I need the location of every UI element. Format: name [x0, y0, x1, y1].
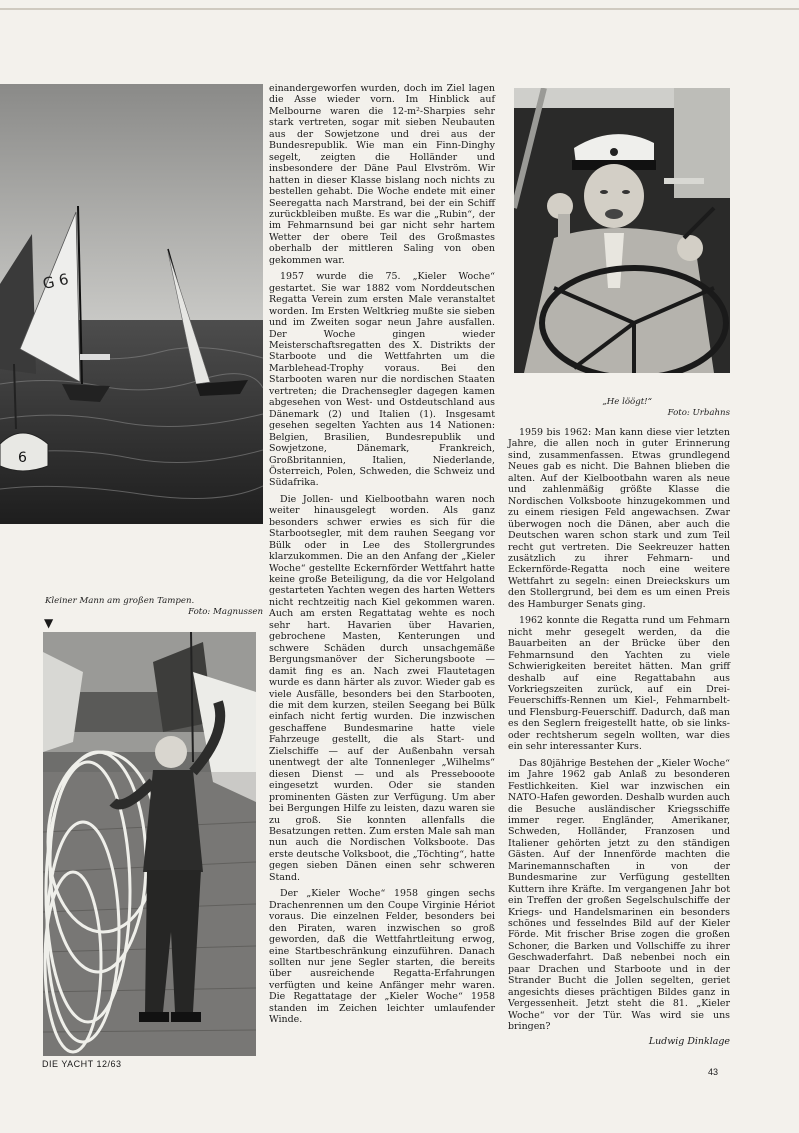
photo-caption-left: [45, 596, 263, 618]
paragraph: 1957 wurde die 75. „Kieler Woche“ gestartet. Sie war 1882 vom Norddeutschen Regatta Verein zum ersten Male veranstaltet worden. Im Ersten Weltkrieg mußte sie sieben und im Zweiten sogar neun Jahre ausfallen. Der Woche gingen wieder Meisterschaftsregatten des X. Distrikts der Starboote und die Wettfahrten um die Marblehead-Trophy voraus. Bei den Starbooten waren nur die nordischen Staaten vertreten; die Drachensegler dagegen kamen abgesehen von West- und Ostdeutschland aus Dänemark (2) und Italien (1). Insgesamt gesehen segelten Yachten aus 14 Nationen: Belgien, Brasilien, Bundesrepublik und Sowjetzone, Dänemark, Frankreich, Großbritannien, Italien, Niederlande, Österreich, Polen, Schweden, die Schweiz und Südafrika.: [269, 271, 495, 489]
down-arrow-icon: ▼: [44, 616, 54, 630]
paragraph: Das 80jährige Bestehen der „Kieler Woche“ im Jahre 1962 gab Anlaß zu besonderen Festlichkeiten. Kiel war inzwischen ein NATO-Hafen geworden. Deshalb wurden auch die Besuche ausländischer Kriegsschiffe immer reger. Engländer, Amerikaner, Schweden, Holländer, Franzosen und Italiener gehörten jetzt zu den ständigen Gästen. Auf der Innenförde machten die Marinemannschaften in von der Bundesmarine zur Verfügung gestellten Kuttern ihre Kräfte. Im vergangenen Jahr bot ein Treffen der großen Segelschulschiffe der Kriegs- und Handelsmarinen ein besonders schönes und fesselndes Bild auf der Kieler Förde. Mit frischer Brise zogen die großen Schoner, die Barken und Vollschiffe zu ihrer Geschwaderfahrt. Daß nebenbei noch ein paar Drachen und Starboote und in der Strander Bucht die Jollen segelten, geriet angesichts dieses prächtigen Bildes ganz in Vergessenheit. Jetzt steht die 81. „Kieler Woche“ vor der Tür. Was wird sie uns bringen?: [508, 757, 730, 1033]
paragraph: 1962 konnte die Regatta rund um Fehmarn nicht mehr gesegelt werden, da die Bauarbeiten an der Brücke über den Fehmarnsund den Yachten zu viele Schwierigkeiten bereitet hätten. Man griff deshalb auf eine Regattabahn aus Vorkriegszeiten zurück, auf ein Drei-Feuerschiffs-Rennen um Kiel-, Fehmarnbelt- und Flensburg-Feuerschiff. Dadurch, daß man es den Seglern freigestellt hatte, ob sie links- oder rechtsherum segeln wollten, war dies ein sehr interessanter Kurs.: [508, 615, 730, 753]
top-rule: [0, 8, 799, 10]
photo-credit-right: Foto: Urbahns: [667, 408, 730, 418]
sail-number-main: G 6: [41, 269, 71, 293]
sailing-dinghies-photo: [0, 84, 263, 524]
buoy-number: 6: [18, 450, 27, 466]
article-column-right: [508, 427, 730, 1052]
paragraph: Der „Kieler Woche“ 1958 gingen sechs Drachenrennen um den Coupe Virginie Hériot voraus. Die einzelnen Felder, besonders bei den Piraten, waren inzwischen so groß geworden, daß die Wettfahrtleitung erwog, eine Startbeschränkung einzuführen. Danach sollten nur jene Segler starten, die bereits über ausreichende Regatta-Erfahrungen verfügten und keine Anfänger mehr waren. Die Regattatage der „Kieler Woche“ 1958 standen im Zeichen leichter umlaufender Winde.: [269, 888, 495, 1026]
article-column-middle: [269, 83, 495, 1031]
caption-text: Kleiner Mann am großen Tampen.: [45, 596, 195, 606]
paragraph: 1959 bis 1962: Man kann diese vier letzten Jahre, die allen noch in guter Erinnerung sind, zusammenfassen. Etwas grundlegend Neues gab es nicht. Die Bahnen blieben die alten. Auf der Kielbootbahn waren als neue und zahlenmäßig größte Klasse die Nordischen Volksboote hinzugekommen und zu einem riesigen Feld angewachsen. Zwar überwogen noch die Dänen, aber auch die Deutschen waren schon stark und zum Teil recht gut vertreten. Die Seekreuzer hatten zusätzlich zu ihrer Fehmarn- und Eckernförde-Regatta noch eine weitere Wettfahrt zu segeln: einen Dreieckskurs um den Stollergrund, bei dem es um einen Preis des Hamburger Senats ging.: [508, 427, 730, 610]
boy-with-ropes-photo: [43, 632, 256, 1056]
captain-at-wheel-photo: [514, 88, 730, 373]
page-number: 43: [708, 1067, 719, 1077]
author-signature: Ludwig Dinklage: [648, 1035, 730, 1047]
photo-credit: Foto: Magnussen: [188, 607, 263, 617]
magazine-issue: DIE YACHT 12/63: [42, 1059, 122, 1069]
paragraph: Die Jollen- und Kielbootbahn waren noch weiter hinausgelegt worden. Als ganz besonders schwer erwies es sich für die Starbootsegler, mit dem rauhen Seegang vor Bülk oder in Lee des Stollergrundes klarzukommen. Die an den Anfang der „Kieler Woche“ gestellte Eckernförder Wettfahrt hatte keine große Beteiligung, da die vor Helgoland gestarteten Yachten wegen des harten Wetters nicht rechtzeitig nach Kiel gekommen waren. Auch am ersten Regattatag wehte es noch sehr hart. Havarien über Havarien, gebrochene Masten, Kenterungen und schwere Schäden durch unsachgemäße Bergungsmanöver der Sicherungsboote — damit fing es an. Nach zwei Flautetagen wurde es dann härter als zuvor. Wieder gab es viele Ausfälle, besonders bei den Starbooten, die mit dem kurzen, steilen Seegang bei Bülk einfach nicht fertig wurden. Die inzwischen geschaffene Bundesmarine hatte viele Fahrzeuge gestellt, die als Start- und Zielschiffe — auf der Außenbahn versah unentwegt der alte Tonnenleger „Wilhelms“ diesen Dienst — und als Pressebooote eingesetzt wurden. Oder sie standen prominenten Gästen zur Verfügung. Um aber bei Bergungen Hilfe zu leisten, dazu waren sie zu groß. Sie konnten allenfalls die Besatzungen retten. Zum ersten Male sah man nun auch die Nordischen Volksboote. Das erste deutsche Volksboot, die „Töchting“, hatte gegen sieben Dänen einen sehr schweren Stand.: [269, 493, 495, 883]
photo-caption-right: [514, 397, 730, 419]
caption-text-right: „He löögt!“: [602, 397, 652, 407]
paragraph: einandergeworfen wurden, doch im Ziel lagen die Asse wieder vorn. Im Hinblick auf Melbourne waren die 12-m²-Sharpies sehr stark vertreten, sogar mit sieben Neubauten aus der Sowjetzone und drei aus der Bundesrepublik. Wie man ein Finn-Dinghy segelt, zeigten die Holländer und insbesondere der Däne Paul Elvström. Wir hatten in dieser Klasse bislang noch nichts zu bestellen gehabt. Die Woche endete mit einer Seeregatta nach Marstrand, bei der ein Schiff zurückbleiben mußte. Es war die „Rubin“, der im Fehmarnsund bei gar nicht sehr hartem Wetter der obere Teil des Großmastes oberhalb der mittleren Saling von oben gekommen war.: [269, 83, 495, 266]
